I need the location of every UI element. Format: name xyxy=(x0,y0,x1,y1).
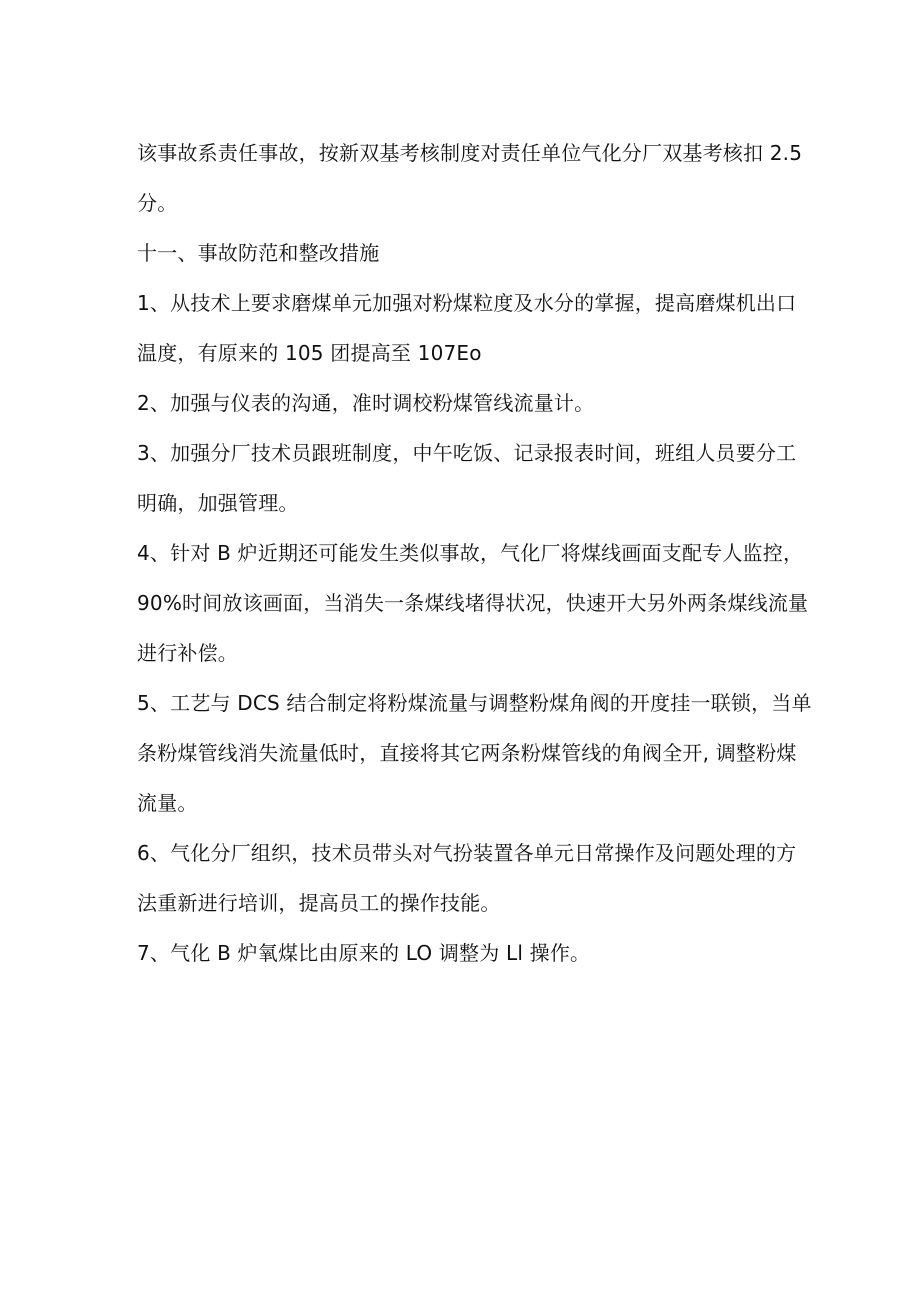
measure-item-2 xyxy=(137,378,797,428)
paragraph-line: 6、气化分厂组织，技术员带头对气扮装置各单元日常操作及问题处理的方 xyxy=(137,841,797,865)
paragraph-line: 90%时间放该画面，当消失一条煤线堵得状况，快速开大另外两条煤线流量 xyxy=(137,591,809,615)
paragraph-line: 4、针对 B 炉近期还可能发生类似事故，气化厂将煤线画面支配专人监控， xyxy=(137,541,804,565)
paragraph-line: 7、气化 B 炉氧煤比由原来的 LO 调整为 Ll 操作。 xyxy=(137,941,591,965)
paragraph-line: 5、工艺与 DCS 结合制定将粉煤流量与调整粉煤角阀的开度挂一联锁，当单 xyxy=(137,691,812,715)
paragraph-line: 该事故系责任事故，按新双基考核制度对责任单位气化分厂双基考核扣 2.5 xyxy=(137,141,803,165)
measure-item-5 xyxy=(137,678,812,828)
measure-item-1 xyxy=(137,278,797,378)
paragraph-line: 2、加强与仪表的沟通，准时调校粉煤管线流量计。 xyxy=(137,391,595,415)
assessment-paragraph xyxy=(137,128,803,228)
paragraph-line: 温度，有原来的 105 团提高至 107Eo xyxy=(137,341,482,365)
paragraph-line: 进行补偿。 xyxy=(137,641,238,665)
paragraph-line: 3、加强分厂技术员跟班制度，中午吃饭、记录报表时间，班组人员要分工 xyxy=(137,441,797,465)
paragraph-line: 流量。 xyxy=(137,791,198,815)
heading-text: 十一、事故防范和整改措施 xyxy=(137,241,380,265)
paragraph-line: 1、从技术上要求磨煤单元加强对粉煤粒度及水分的掌握，提高磨煤机出口 xyxy=(137,291,797,315)
paragraph-line: 条粉煤管线消失流量低时，直接将其它两条粉煤管线的角阀全开, 调整粉煤 xyxy=(137,741,797,765)
paragraph-line: 法重新进行培训，提高员工的操作技能。 xyxy=(137,891,501,915)
measure-item-6 xyxy=(137,828,797,928)
measure-item-4 xyxy=(137,528,809,678)
section-heading xyxy=(137,228,797,278)
paragraph-line: 明确，加强管理。 xyxy=(137,491,299,515)
document-body xyxy=(137,128,812,978)
measure-item-3 xyxy=(137,428,797,528)
paragraph-line: 分。 xyxy=(137,191,178,215)
measure-item-7 xyxy=(137,928,797,978)
